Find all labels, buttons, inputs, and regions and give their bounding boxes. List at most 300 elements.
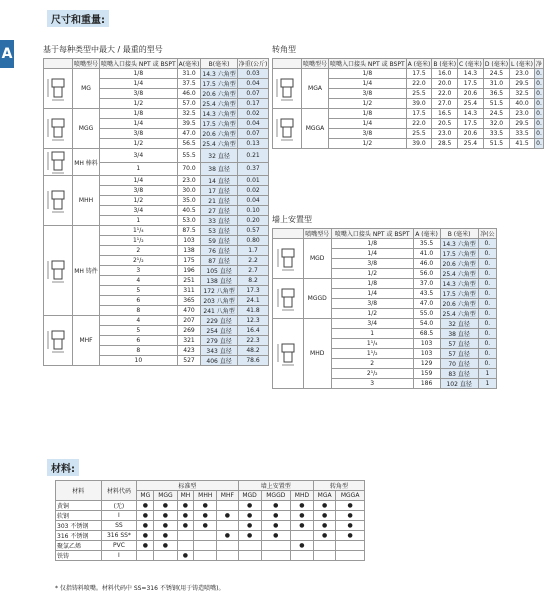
availability-dot-icon: ● bbox=[246, 512, 253, 519]
left-value-cell: 1/8 bbox=[100, 109, 178, 119]
wall-value-cell: 17.5 六角型 bbox=[440, 289, 478, 299]
left-value-cell: 2 bbox=[100, 246, 178, 256]
angle-value-cell: 51.5 bbox=[483, 139, 509, 149]
left-table-heading: 基于每种类型中最大 / 最重的型号 bbox=[43, 45, 163, 54]
availability-dot-icon: ● bbox=[162, 502, 169, 509]
left-value-cell: 70.0 bbox=[177, 162, 201, 176]
left-value-cell: 27 直径 bbox=[201, 206, 237, 216]
left-value-cell: 3/8 bbox=[100, 89, 178, 99]
left-value-cell: 196 bbox=[177, 266, 201, 276]
table-row bbox=[273, 109, 544, 119]
availability-cell bbox=[177, 501, 194, 511]
availability-cell bbox=[238, 541, 261, 551]
material-name-cell: 黄铜 bbox=[56, 501, 102, 511]
nozzle-diagram-cell bbox=[44, 176, 73, 226]
left-value-cell: 38 直径 bbox=[201, 162, 237, 176]
model-header: MGG bbox=[154, 491, 177, 501]
material-name-cell: 聚氯乙烯 bbox=[56, 541, 102, 551]
wall-value-cell: 0. bbox=[478, 329, 496, 339]
left-value-cell: 343 直径 bbox=[201, 346, 237, 356]
table-row bbox=[44, 69, 269, 79]
wall-value-cell: 25.4 六角型 bbox=[440, 309, 478, 319]
model-cell: MHD bbox=[303, 319, 331, 389]
left-value-cell: 0.80 bbox=[237, 236, 269, 246]
angle-value-cell: 0. bbox=[536, 80, 542, 87]
angle-type-heading: 转角型 bbox=[272, 45, 296, 54]
angle-value-cell: 33.5 bbox=[483, 129, 509, 139]
availability-cell bbox=[313, 551, 335, 561]
availability-cell bbox=[290, 551, 313, 561]
material-code-cell: SS bbox=[101, 521, 137, 531]
left-value-cell: 25.4 六角型 bbox=[201, 139, 237, 149]
angle-value-cell: 1/2 bbox=[329, 99, 407, 109]
angle-value-cell: 1/4 bbox=[329, 79, 407, 89]
materials-table bbox=[55, 480, 365, 561]
left-value-cell: 2¹/₂ bbox=[100, 256, 178, 266]
availability-cell bbox=[154, 521, 177, 531]
angle-value-cell: 40.0 bbox=[510, 99, 535, 109]
table-row bbox=[56, 551, 365, 561]
angle-value-cell: 33.5 bbox=[510, 129, 535, 139]
angle-value-cell: 25.5 bbox=[406, 89, 432, 99]
left-value-cell: 279 直径 bbox=[201, 336, 237, 346]
availability-dot-icon: ● bbox=[299, 512, 305, 519]
left-value-cell: 0.03 bbox=[237, 69, 269, 79]
left-value-cell: 175 bbox=[177, 256, 201, 266]
availability-cell bbox=[217, 531, 238, 541]
left-value-cell: 8.2 bbox=[237, 276, 269, 286]
left-value-cell: 5 bbox=[100, 286, 178, 296]
left-value-cell: 3/8 bbox=[100, 186, 178, 196]
left-value-cell: 1/4 bbox=[100, 119, 178, 129]
availability-dot-icon: ● bbox=[273, 502, 279, 509]
model-cell: MGD bbox=[303, 239, 331, 279]
material-header: 材料 bbox=[56, 481, 102, 501]
left-value-cell: 14.3 六角型 bbox=[201, 69, 237, 79]
material-code-header: 材料代码 bbox=[101, 481, 137, 501]
left-value-cell: 1¹/₂ bbox=[100, 236, 178, 246]
table-row bbox=[56, 541, 365, 551]
wall-value-cell: 1/8 bbox=[331, 279, 413, 289]
angle-value-cell: 3/8 bbox=[329, 129, 407, 139]
availability-cell bbox=[217, 541, 238, 551]
left-value-cell: 8 bbox=[100, 346, 178, 356]
left-value-cell: 3 bbox=[100, 266, 178, 276]
section-tab-letter: A bbox=[0, 40, 14, 68]
left-value-cell: 53.0 bbox=[177, 216, 201, 226]
availability-cell bbox=[261, 531, 290, 541]
angle-value-cell: 29.5 bbox=[510, 119, 535, 129]
wall-value-cell: 2¹/₂ bbox=[331, 369, 413, 379]
availability-cell bbox=[194, 541, 217, 551]
nozzle-diagram-icon bbox=[275, 286, 301, 312]
left-value-cell: 241 八角型 bbox=[201, 306, 237, 316]
left-value-cell: 3/4 bbox=[100, 149, 178, 163]
angle-value-cell: 41.5 bbox=[510, 139, 535, 149]
header-row bbox=[273, 59, 544, 69]
table-row bbox=[56, 501, 365, 511]
header-row bbox=[273, 229, 497, 239]
model-cell: MGGD bbox=[303, 279, 331, 319]
model-header: MGGD bbox=[261, 491, 290, 501]
model-cell: MGGA bbox=[302, 109, 329, 149]
availability-cell bbox=[154, 551, 177, 561]
left-value-cell: 14 直径 bbox=[201, 176, 237, 186]
model-cell: MH 铸件 bbox=[73, 226, 100, 316]
nozzle-diagram-cell bbox=[44, 109, 73, 149]
availability-cell bbox=[194, 511, 217, 521]
wall-value-cell: 0. bbox=[478, 239, 496, 249]
nozzle-diagram-icon bbox=[275, 341, 301, 367]
left-value-cell: 0.21 bbox=[237, 149, 269, 163]
left-value-cell: 23.0 bbox=[177, 176, 201, 186]
wall-value-cell: 0. bbox=[478, 259, 496, 269]
wall-value-cell: 38 直径 bbox=[440, 329, 478, 339]
table-row bbox=[56, 511, 365, 521]
availability-dot-icon: ● bbox=[182, 552, 189, 559]
left-value-cell: 1 bbox=[100, 216, 178, 226]
wall-value-cell: 57 直径 bbox=[440, 349, 478, 359]
model-cell: MH 棒料 bbox=[73, 149, 100, 176]
nozzle-diagram-icon bbox=[275, 246, 301, 272]
availability-cell bbox=[336, 501, 365, 511]
wall-value-cell: 3/4 bbox=[331, 319, 413, 329]
wall-value-cell: 1/2 bbox=[331, 269, 413, 279]
availability-dot-icon: ● bbox=[224, 532, 230, 539]
availability-cell bbox=[217, 551, 238, 561]
angle-value-cell: 20.0 bbox=[432, 79, 458, 89]
angle-value-cell: 24.5 bbox=[483, 69, 509, 79]
availability-cell bbox=[177, 551, 194, 561]
wall-value-cell: 25.4 六角型 bbox=[440, 269, 478, 279]
nozzle-diagram-icon bbox=[45, 116, 71, 142]
left-value-cell: 1/4 bbox=[100, 79, 178, 89]
column-header: 喷嘴型号 bbox=[303, 229, 331, 239]
wall-value-cell: 0. bbox=[478, 269, 496, 279]
angle-value-cell: 0. bbox=[536, 90, 542, 97]
left-value-cell: 254 直径 bbox=[201, 326, 237, 336]
availability-dot-icon: ● bbox=[273, 512, 279, 519]
nozzle-diagram-icon bbox=[45, 188, 71, 214]
column-header: 喷嘴入口接头 NPT 或 BSPT bbox=[331, 229, 413, 239]
left-value-cell: 41.8 bbox=[237, 306, 269, 316]
availability-dot-icon: ● bbox=[321, 522, 328, 529]
nozzle-diagram-icon bbox=[45, 258, 71, 284]
wall-value-cell: 35.5 bbox=[413, 239, 440, 249]
nozzle-diagram-cell bbox=[273, 109, 302, 149]
group-wall-header: 墙上安置型 bbox=[238, 481, 313, 491]
nozzle-diagram-cell bbox=[273, 69, 302, 109]
wall-value-cell: 3/8 bbox=[331, 259, 413, 269]
availability-dot-icon: ● bbox=[142, 542, 148, 549]
angle-value-cell: 23.0 bbox=[432, 129, 458, 139]
wall-value-cell: 0. bbox=[478, 279, 496, 289]
availability-dot-icon: ● bbox=[182, 512, 189, 519]
left-value-cell: 55.5 bbox=[177, 149, 201, 163]
wall-value-cell: 17.5 六角型 bbox=[440, 249, 478, 259]
availability-cell bbox=[261, 511, 290, 521]
availability-cell bbox=[137, 501, 154, 511]
left-value-cell: 321 bbox=[177, 336, 201, 346]
left-value-cell: 203 八角型 bbox=[201, 296, 237, 306]
availability-dot-icon: ● bbox=[162, 532, 169, 539]
model-cell: MG bbox=[73, 69, 100, 109]
column-header: 净重(公斤) bbox=[237, 59, 269, 69]
availability-cell bbox=[154, 541, 177, 551]
column-header: 净 bbox=[534, 59, 543, 69]
availability-cell bbox=[313, 541, 335, 551]
wall-value-cell: 47.0 bbox=[413, 299, 440, 309]
availability-cell bbox=[336, 541, 365, 551]
angle-value-cell: 0. bbox=[536, 140, 542, 147]
angle-value-cell: 1/2 bbox=[329, 139, 407, 149]
wall-type-heading: 墙上安置型 bbox=[272, 215, 312, 224]
nozzle-diagram-icon bbox=[45, 328, 71, 354]
model-cell: MGA bbox=[302, 69, 329, 109]
availability-cell bbox=[154, 511, 177, 521]
availability-cell bbox=[313, 501, 335, 511]
availability-cell bbox=[261, 521, 290, 531]
left-value-cell: 269 bbox=[177, 326, 201, 336]
availability-cell bbox=[194, 551, 217, 561]
left-value-cell: 0.04 bbox=[237, 79, 269, 89]
angle-value-cell: 23.0 bbox=[510, 109, 535, 119]
table-row bbox=[56, 521, 365, 531]
availability-cell bbox=[238, 521, 261, 531]
wall-value-cell: 20.6 六角型 bbox=[440, 259, 478, 269]
wall-value-cell: 14.3 六角型 bbox=[440, 279, 478, 289]
angle-value-cell: 32.5 bbox=[510, 89, 535, 99]
left-value-cell: 32.5 bbox=[177, 109, 201, 119]
wall-value-cell: 56.0 bbox=[413, 269, 440, 279]
left-value-cell: 17.5 六角型 bbox=[201, 119, 237, 129]
left-value-cell: 57.0 bbox=[177, 99, 201, 109]
availability-cell bbox=[154, 501, 177, 511]
left-value-cell: 0.20 bbox=[237, 216, 269, 226]
angle-value-cell: 1/8 bbox=[329, 69, 407, 79]
column-header: 喷嘴入口接头 NPT 或 BSPT bbox=[329, 59, 407, 69]
wall-value-cell: 1/2 bbox=[331, 309, 413, 319]
wall-value-cell: 129 bbox=[413, 359, 440, 369]
wall-value-cell: 41.0 bbox=[413, 249, 440, 259]
header-row bbox=[44, 59, 269, 69]
availability-cell bbox=[290, 511, 313, 521]
wall-value-cell: 3/8 bbox=[331, 299, 413, 309]
wall-value-cell: 103 bbox=[413, 339, 440, 349]
availability-cell bbox=[238, 531, 261, 541]
availability-cell bbox=[261, 541, 290, 551]
availability-dot-icon: ● bbox=[321, 512, 328, 519]
left-value-cell: 406 直径 bbox=[201, 356, 237, 366]
left-value-cell: 103 bbox=[177, 236, 201, 246]
column-header: 喷嘴型号 bbox=[302, 59, 329, 69]
angle-value-cell: 36.5 bbox=[483, 89, 509, 99]
availability-cell bbox=[177, 541, 194, 551]
model-header: MHF bbox=[217, 491, 238, 501]
angle-value-cell: 17.5 bbox=[458, 119, 484, 129]
availability-cell bbox=[217, 521, 238, 531]
angle-value-cell: 27.0 bbox=[432, 99, 458, 109]
column-header: L (毫米) bbox=[510, 59, 535, 69]
left-value-cell: 6 bbox=[100, 296, 178, 306]
angle-value-cell: 0. bbox=[536, 130, 542, 137]
wall-value-cell: 0. bbox=[478, 349, 496, 359]
model-cell: MHF bbox=[73, 316, 100, 366]
left-value-cell: 24.1 bbox=[237, 296, 269, 306]
availability-cell bbox=[137, 521, 154, 531]
angle-value-cell: 0. bbox=[536, 70, 542, 77]
angle-value-cell: 17.5 bbox=[406, 109, 432, 119]
wall-value-cell: 3 bbox=[331, 379, 413, 389]
left-value-cell: 0.04 bbox=[237, 196, 269, 206]
left-value-cell: 53 直径 bbox=[201, 226, 237, 236]
table-row bbox=[44, 316, 269, 326]
availability-dot-icon: ● bbox=[321, 532, 328, 539]
angle-value-cell: 25.5 bbox=[406, 129, 432, 139]
wall-value-cell: 103 bbox=[413, 349, 440, 359]
angle-value-cell: 29.5 bbox=[510, 79, 535, 89]
column-header: B (毫米) bbox=[432, 59, 458, 69]
model-header: MGGA bbox=[336, 491, 365, 501]
left-value-cell: 0.13 bbox=[237, 139, 269, 149]
left-value-cell: 3/4 bbox=[100, 206, 178, 216]
left-value-cell: 12.3 bbox=[237, 316, 269, 326]
left-value-cell: 0.07 bbox=[237, 129, 269, 139]
left-value-cell: 17.3 bbox=[237, 286, 269, 296]
availability-cell bbox=[194, 501, 217, 511]
left-value-cell: 59 直径 bbox=[201, 236, 237, 246]
wall-value-cell: 54.0 bbox=[413, 319, 440, 329]
left-value-cell: 311 bbox=[177, 286, 201, 296]
table-row bbox=[273, 69, 544, 79]
model-cell: MGG bbox=[73, 109, 100, 149]
left-value-cell: 30.0 bbox=[177, 186, 201, 196]
left-value-cell: 423 bbox=[177, 346, 201, 356]
left-value-cell: 1/2 bbox=[100, 196, 178, 206]
header-row bbox=[56, 481, 365, 491]
availability-cell bbox=[336, 551, 365, 561]
nozzle-diagram-cell bbox=[273, 279, 304, 319]
column-header: 净(公 bbox=[478, 229, 496, 239]
left-value-cell: 1¹/₄ bbox=[100, 226, 178, 236]
left-value-cell: 20.6 六角型 bbox=[201, 89, 237, 99]
availability-dot-icon: ● bbox=[246, 502, 253, 509]
availability-cell bbox=[261, 551, 290, 561]
availability-cell bbox=[137, 531, 154, 541]
availability-cell bbox=[290, 541, 313, 551]
left-value-cell: 17.5 六角型 bbox=[201, 79, 237, 89]
material-code-cell: I bbox=[101, 551, 137, 561]
wall-value-cell: 83 直径 bbox=[440, 369, 478, 379]
wall-value-cell: 0. bbox=[478, 289, 496, 299]
availability-cell bbox=[290, 501, 313, 511]
table-row bbox=[44, 226, 269, 236]
model-header: MHH bbox=[194, 491, 217, 501]
left-value-cell: 1/2 bbox=[100, 99, 178, 109]
availability-cell bbox=[177, 531, 194, 541]
availability-cell bbox=[238, 551, 261, 561]
model-header: MGA bbox=[313, 491, 335, 501]
availability-cell bbox=[194, 521, 217, 531]
nozzle-diagram-cell bbox=[44, 69, 73, 109]
model-header: MGD bbox=[238, 491, 261, 501]
left-value-cell: 1/8 bbox=[100, 69, 178, 79]
availability-dot-icon: ● bbox=[273, 522, 279, 529]
left-value-cell: 0.01 bbox=[237, 176, 269, 186]
left-value-cell: 25.4 六角型 bbox=[201, 99, 237, 109]
left-value-cell: 365 bbox=[177, 296, 201, 306]
angle-value-cell: 20.5 bbox=[432, 119, 458, 129]
section-title-dimensions: 尺寸和重量: bbox=[47, 10, 109, 27]
availability-cell bbox=[137, 541, 154, 551]
wall-value-cell: 55.0 bbox=[413, 309, 440, 319]
material-name-cell: 软钢 bbox=[56, 511, 102, 521]
left-value-cell: 0.04 bbox=[237, 119, 269, 129]
availability-dot-icon: ● bbox=[347, 522, 353, 529]
left-value-cell: 527 bbox=[177, 356, 201, 366]
availability-cell bbox=[217, 501, 238, 511]
availability-dot-icon: ● bbox=[202, 522, 208, 529]
wall-value-cell: 57 直径 bbox=[440, 339, 478, 349]
wall-value-cell: 2 bbox=[331, 359, 413, 369]
left-value-cell: 3/8 bbox=[100, 129, 178, 139]
wall-value-cell: 186 bbox=[413, 379, 440, 389]
angle-value-cell: 0. bbox=[536, 100, 542, 107]
wall-value-cell: 1 bbox=[478, 369, 496, 379]
left-value-cell: 207 bbox=[177, 316, 201, 326]
availability-dot-icon: ● bbox=[224, 512, 230, 519]
availability-dot-icon: ● bbox=[321, 502, 328, 509]
left-value-cell: 16.4 bbox=[237, 326, 269, 336]
left-value-cell: 0.57 bbox=[237, 226, 269, 236]
angle-value-cell: 28.5 bbox=[432, 139, 458, 149]
left-value-cell: 4 bbox=[100, 276, 178, 286]
nozzle-diagram-cell bbox=[273, 319, 304, 389]
left-value-cell: 0.17 bbox=[237, 99, 269, 109]
footnote: * 仅指铸料喷嘴。材料代码中 SS=316 不锈钢(用于铸造喷嘴)。 bbox=[55, 585, 225, 592]
availability-cell bbox=[261, 501, 290, 511]
diagram-header-cell bbox=[273, 229, 304, 239]
left-value-cell: 5 bbox=[100, 326, 178, 336]
wall-dimension-table bbox=[272, 228, 497, 389]
left-value-cell: 6 bbox=[100, 336, 178, 346]
angle-value-cell: 14.3 bbox=[458, 69, 484, 79]
wall-value-cell: 43.5 bbox=[413, 289, 440, 299]
wall-value-cell: 0. bbox=[478, 249, 496, 259]
availability-dot-icon: ● bbox=[142, 502, 148, 509]
group-standard-header: 标准型 bbox=[137, 481, 238, 491]
angle-value-cell: 25.4 bbox=[458, 139, 484, 149]
nozzle-diagram-cell bbox=[44, 149, 73, 176]
wall-value-cell: 0. bbox=[478, 319, 496, 329]
left-dimension-table bbox=[43, 58, 269, 366]
left-value-cell: 47.0 bbox=[177, 129, 201, 139]
left-value-cell: 20.6 六角型 bbox=[201, 129, 237, 139]
left-value-cell: 40.5 bbox=[177, 206, 201, 216]
left-value-cell: 37.5 bbox=[177, 79, 201, 89]
angle-dimension-table bbox=[272, 58, 544, 149]
angle-value-cell: 1/8 bbox=[329, 109, 407, 119]
material-name-cell: 铁铸 bbox=[56, 551, 102, 561]
availability-dot-icon: ● bbox=[202, 502, 208, 509]
left-value-cell: 10 bbox=[100, 356, 178, 366]
table-row bbox=[273, 279, 497, 289]
left-value-cell: 39.5 bbox=[177, 119, 201, 129]
left-value-cell: 0.10 bbox=[237, 206, 269, 216]
column-header: A (毫米) bbox=[406, 59, 432, 69]
material-code-cell: 316 SS* bbox=[101, 531, 137, 541]
wall-value-cell: 102 直径 bbox=[440, 379, 478, 389]
